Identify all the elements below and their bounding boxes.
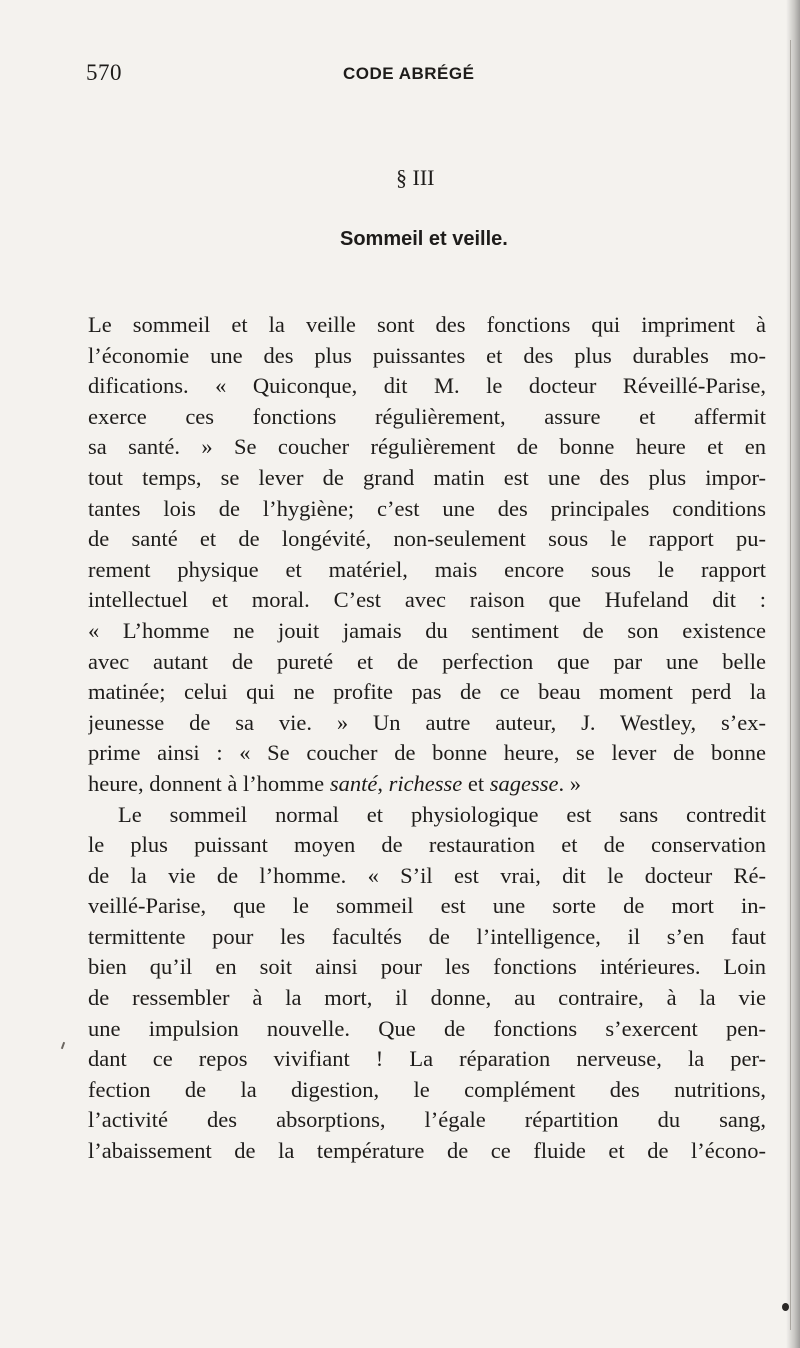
text-run: rement physique et matériel, mais encore sous le rapport xyxy=(88,556,766,582)
text-run: Le sommeil normal et physiologique est sans contredit xyxy=(118,801,766,827)
text-run: intellectuel et moral. C’est avec raison que Hufeland dit : xyxy=(88,587,766,613)
text-run: heure, donnent à l’homme xyxy=(88,770,330,796)
text-run: Le sommeil et la veille sont des fonctions qui impriment à xyxy=(88,312,766,337)
text-line xyxy=(88,463,766,494)
text-run: exerce ces fonctions régulièrement, assure et affermit xyxy=(88,403,766,429)
page-edge-shadow xyxy=(786,0,800,1348)
text-line xyxy=(88,952,766,983)
text-run: avec autant de pureté et de perfection que par une belle xyxy=(88,648,766,674)
text-line xyxy=(88,371,766,402)
text-line xyxy=(88,891,766,922)
body-text xyxy=(88,310,766,1167)
text-run: le plus puissant moyen de restauration et de conservation xyxy=(88,832,766,858)
text-run: tantes lois de l’hygiène; c’est une des principales conditions xyxy=(88,495,766,521)
text-line xyxy=(88,1105,766,1136)
text-run: matinée; celui qui ne profite pas de ce beau moment perd la xyxy=(88,679,766,705)
text-line xyxy=(88,555,766,586)
running-head: CODE ABRÉGÉ xyxy=(343,64,475,83)
text-run: l’activité des absorptions, l’égale répartition du sang, xyxy=(88,1107,766,1133)
emphasis-text: sagesse xyxy=(489,770,559,796)
section-number: § III xyxy=(396,165,435,190)
text-line xyxy=(88,494,766,525)
text-line xyxy=(88,1044,766,1075)
text-run: « L’homme ne jouit jamais du sentiment de son existence xyxy=(88,617,766,643)
text-run: prime ainsi : « Se coucher de bonne heure, se lever de bonne xyxy=(88,740,766,766)
text-line xyxy=(88,1136,766,1167)
text-run: dant ce repos vivifiant ! La réparation nerveuse, la per- xyxy=(88,1046,766,1072)
text-line xyxy=(88,983,766,1014)
text-line xyxy=(88,616,766,647)
text-line xyxy=(88,310,766,341)
text-line xyxy=(88,708,766,739)
text-run: tout temps, se lever de grand matin est une des plus impor- xyxy=(88,464,766,490)
page-number: 570 xyxy=(86,60,122,85)
text-run: une impulsion nouvelle. Que de fonctions s’exercent pen- xyxy=(88,1015,766,1041)
text-line xyxy=(88,341,766,372)
text-line xyxy=(88,585,766,616)
text-run: termittente pour les facultés de l’intelligence, il s’en faut xyxy=(88,923,766,949)
text-line xyxy=(88,861,766,892)
text-line xyxy=(88,677,766,708)
text-run: difications. « Quiconque, dit M. le docteur Réveillé-Parise, xyxy=(88,373,766,399)
text-run: . » xyxy=(558,770,582,796)
text-line xyxy=(88,402,766,433)
text-line xyxy=(88,769,766,800)
text-line xyxy=(88,738,766,769)
text-line xyxy=(88,830,766,861)
text-run: , xyxy=(377,770,389,796)
text-run: sa santé. » Se coucher régulièrement de bonne heure et en xyxy=(88,434,766,460)
text-line xyxy=(88,922,766,953)
text-line xyxy=(88,524,766,555)
text-run: de la vie de l’homme. « S’il est vrai, dit le docteur Ré- xyxy=(88,862,766,888)
text-run: jeunesse de sa vie. » Un autre auteur, J. Westley, s’ex- xyxy=(88,709,766,735)
text-line xyxy=(88,800,766,831)
text-run: l’économie une des plus puissantes et des plus durables mo- xyxy=(88,342,766,368)
text-run: et xyxy=(462,770,490,796)
text-line xyxy=(88,1014,766,1045)
section-title: Sommeil et veille. xyxy=(340,228,508,250)
text-line xyxy=(88,1075,766,1106)
text-run: bien qu’il en soit ainsi pour les fonctions intérieures. Loin xyxy=(88,954,766,980)
margin-speck xyxy=(61,1042,65,1049)
text-run: l’abaissement de la température de ce fluide et de l’écono- xyxy=(88,1138,766,1164)
emphasis-text: richesse xyxy=(388,770,463,796)
text-line xyxy=(88,432,766,463)
text-run: fection de la digestion, le complément des nutritions, xyxy=(88,1076,766,1102)
text-run: de santé et de longévité, non-seulement sous le rapport pu- xyxy=(88,526,766,552)
emphasis-text: santé xyxy=(329,770,378,796)
text-run: veillé-Parise, que le sommeil est une sorte de mort in- xyxy=(88,893,766,919)
text-run: de ressembler à la mort, il donne, au contraire, à la vie xyxy=(88,985,766,1011)
text-line xyxy=(88,647,766,678)
